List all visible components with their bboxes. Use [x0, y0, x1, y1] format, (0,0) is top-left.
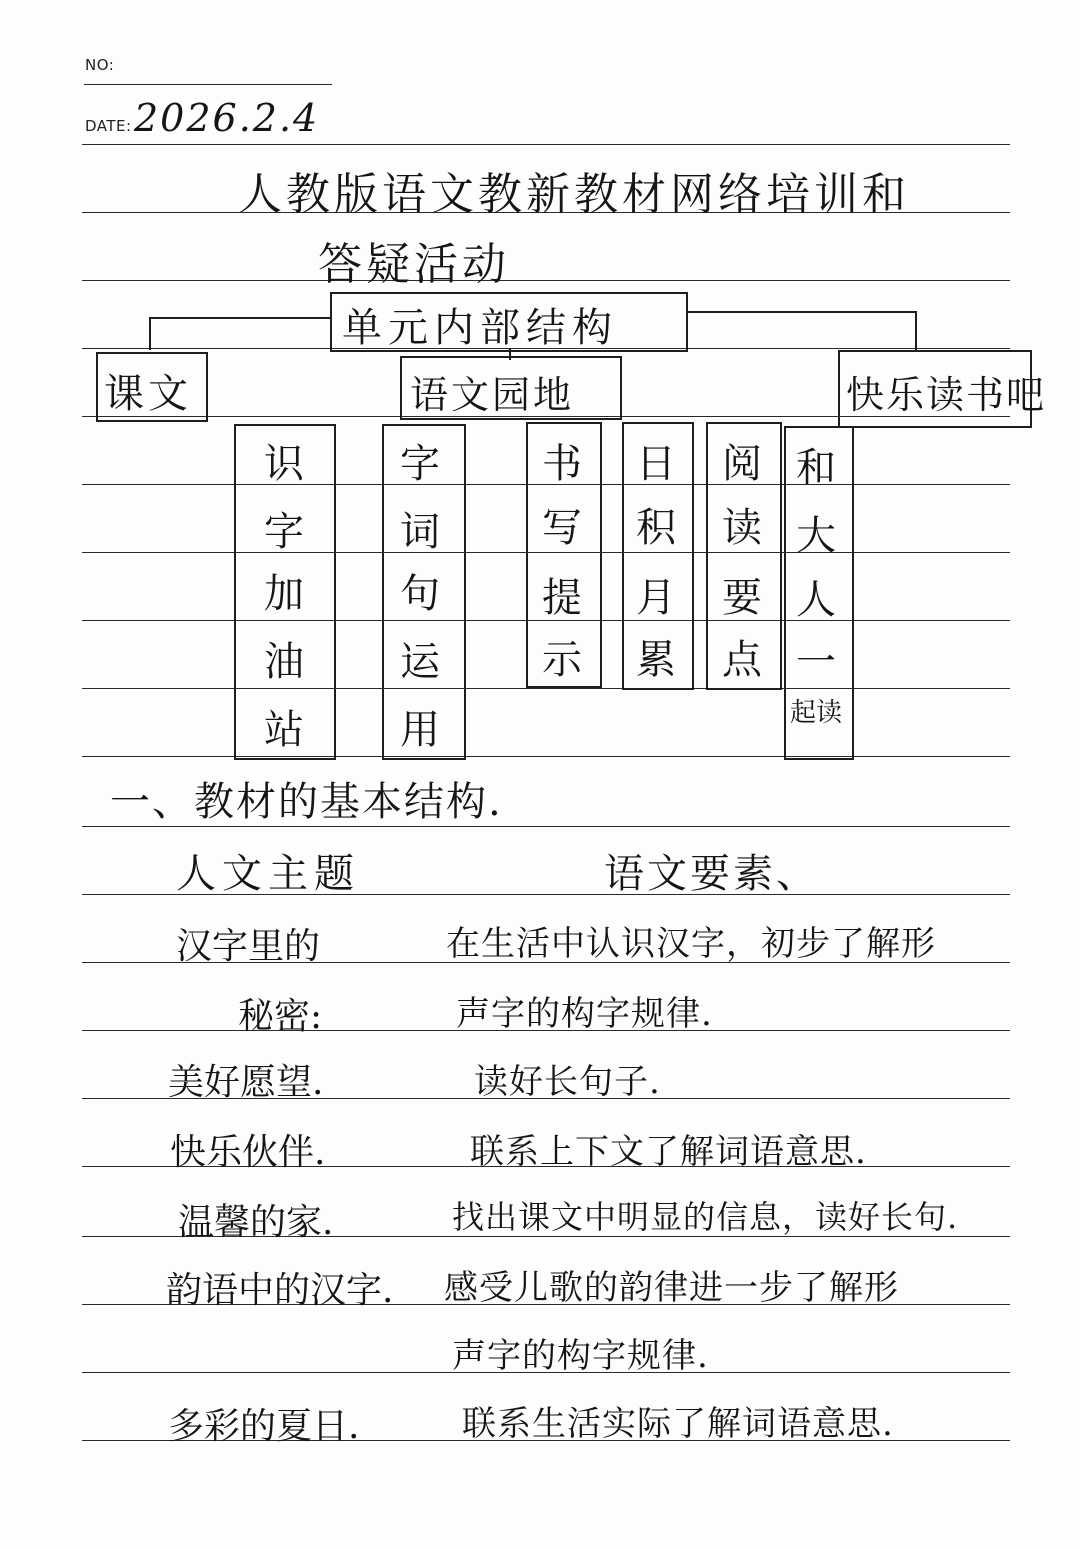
column-char: 提 — [542, 575, 582, 621]
date-label: DATE: — [85, 117, 132, 135]
root-node-label: 单元内部结构 — [342, 305, 618, 351]
date-value: 2026.2.4 — [134, 96, 320, 140]
element-cell: 读好长句子. — [474, 1062, 661, 1102]
column-char: 月 — [636, 575, 676, 621]
element-cell: 找出课文中明显的信息，读好长句. — [452, 1198, 959, 1236]
title-line-1: 人教版语文教新教材网络培训和 — [238, 169, 910, 220]
column-char: 日 — [636, 441, 676, 487]
column-char: 写 — [542, 505, 582, 551]
column-char: 书 — [542, 441, 582, 487]
column-char: 示 — [542, 637, 582, 683]
branch-label: 语文园地 — [410, 373, 575, 417]
column-char: 和 — [796, 445, 836, 491]
column-char: 阅 — [722, 441, 762, 487]
column-header-left: 人文主题 — [176, 851, 360, 897]
column-char: 点 — [722, 637, 762, 683]
column-char: 站 — [264, 707, 304, 753]
column-char: 运 — [400, 639, 440, 685]
element-cell: 感受儿歌的韵律进一步了解形 — [444, 1268, 899, 1308]
branch-label: 快乐读书吧 — [846, 373, 1047, 417]
column-char: 积 — [636, 505, 676, 551]
column-char: 加 — [264, 571, 304, 617]
element-cell: 声字的构字规律. — [456, 994, 713, 1034]
column-char: 起读 — [789, 698, 842, 728]
theme-cell: 韵语中的汉字. — [166, 1270, 394, 1311]
column-char: 字 — [264, 509, 304, 555]
column-header-right: 语文要素、 — [604, 851, 819, 897]
theme-cell: 多彩的夏日. — [168, 1406, 360, 1447]
column-char: 累 — [636, 637, 676, 683]
column-char: 用 — [400, 707, 440, 753]
branch-label: 课文 — [104, 371, 192, 417]
theme-cell: 秘密: — [238, 996, 323, 1037]
column-char: 大 — [796, 513, 836, 559]
theme-cell: 美好愿望. — [168, 1062, 324, 1103]
column-char: 句 — [400, 571, 440, 617]
column-char: 字 — [400, 441, 440, 487]
element-cell: 在生活中认识汉字，初步了解形 — [446, 924, 936, 964]
column-char: 读 — [722, 505, 762, 551]
section-heading: 一、教材的基本结构. — [110, 779, 503, 825]
element-cell: 联系生活实际了解词语意思. — [462, 1404, 894, 1444]
column-char: 一 — [796, 639, 836, 685]
column-char: 油 — [264, 639, 304, 685]
column-char: 词 — [400, 509, 440, 555]
element-cell: 联系上下文了解词语意思. — [470, 1132, 867, 1172]
column-char: 人 — [796, 577, 836, 623]
theme-cell: 温馨的家. — [178, 1202, 334, 1243]
no-label: NO: — [85, 56, 115, 74]
title-line-2: 答疑活动 — [318, 239, 510, 290]
theme-cell: 快乐伙伴. — [170, 1132, 326, 1173]
column-char: 识 — [264, 441, 304, 487]
element-cell: 声字的构字规律. — [452, 1336, 709, 1376]
theme-cell: 汉字里的 — [176, 926, 321, 967]
column-char: 要 — [722, 575, 762, 621]
